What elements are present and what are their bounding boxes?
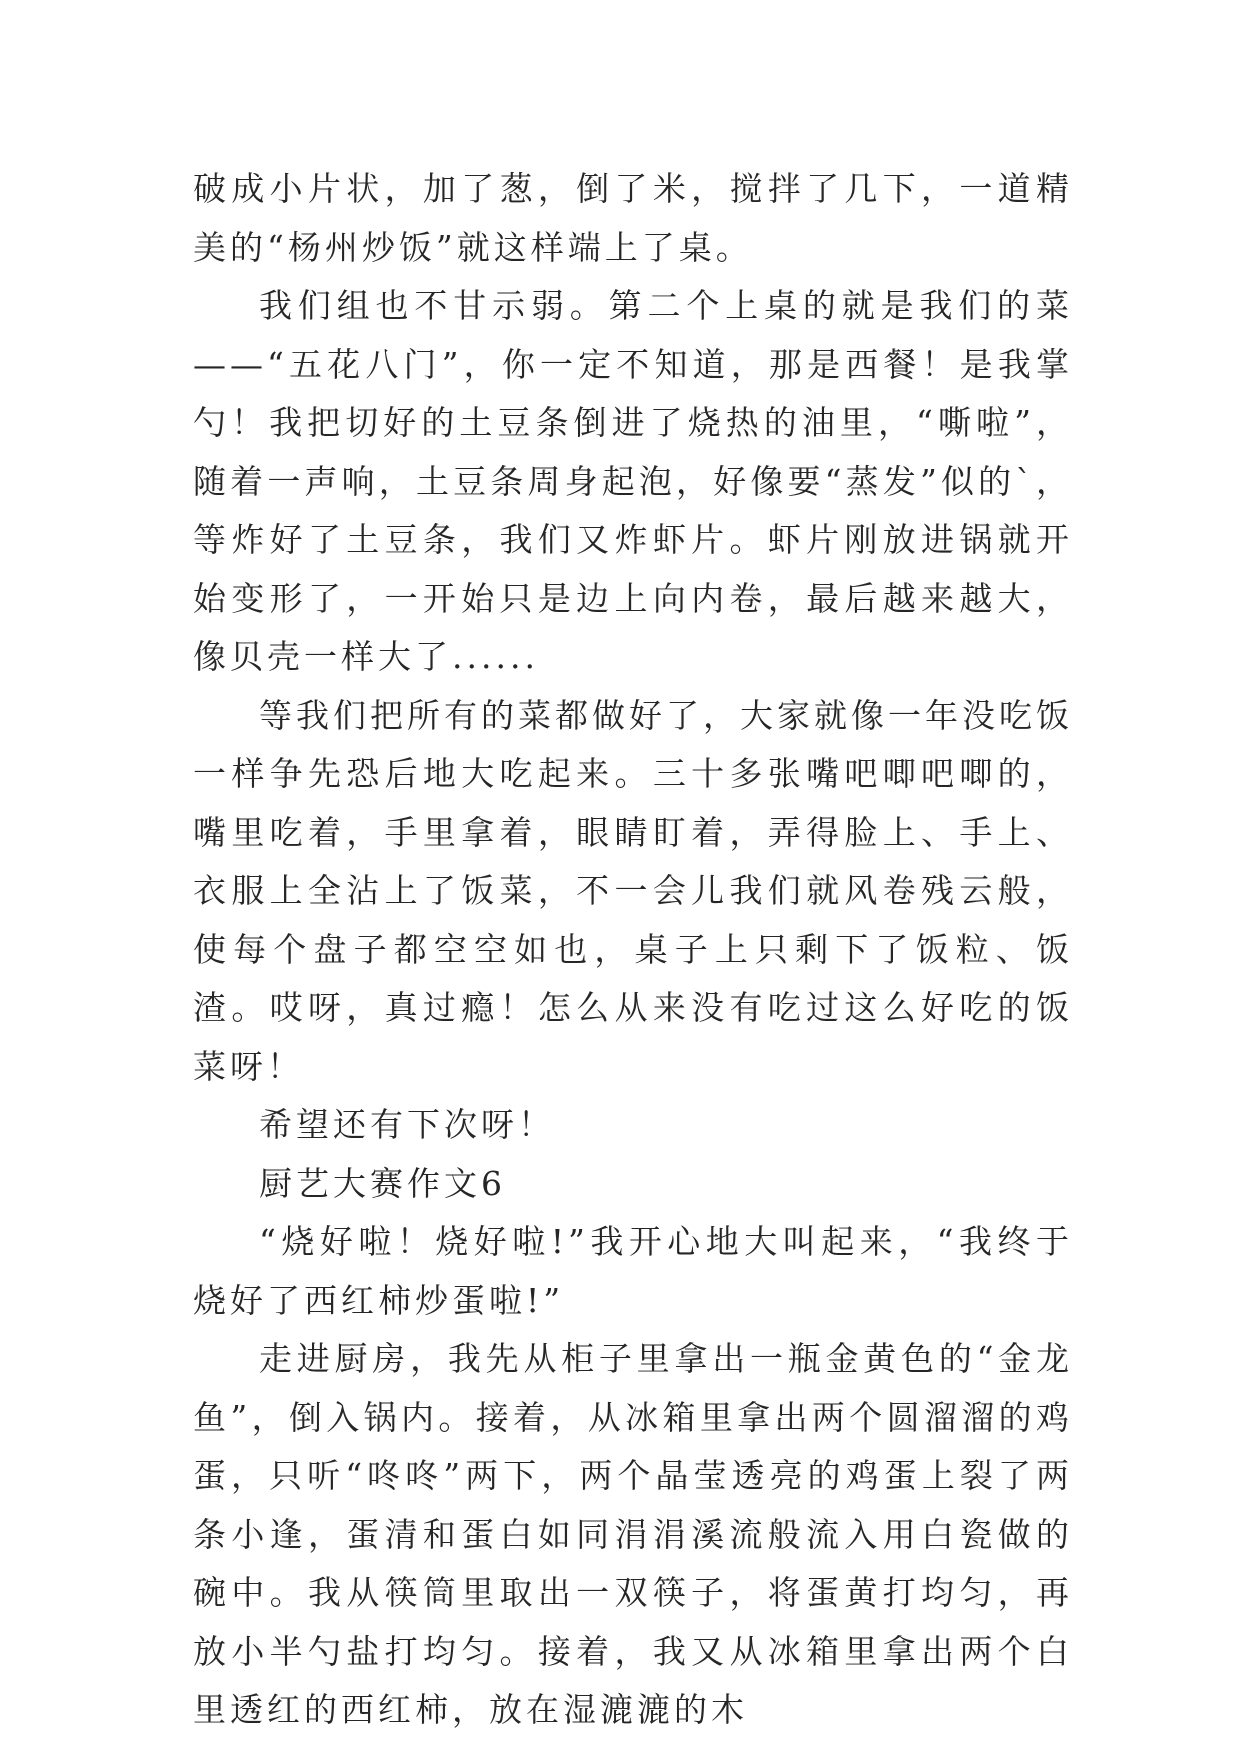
section-heading: 厨艺大赛作文6 bbox=[259, 1163, 506, 1203]
paragraph: 我们组也不甘示弱。第二个上桌的就是我们的菜——“五花八门”，你一定不知道，那是西餐！是我掌勺！我把切好的土豆条倒进了烧热的油里，“嘶啦”，随着一声响，土豆条周身起泡，好像要“蒸发”似的`，等炸好了土豆条，我们又炸虾片。虾片刚放进锅就开始变形了，一开始只是边上向内卷，最后越来越大，像贝壳一样大了...... bbox=[193, 286, 1073, 676]
paragraph: “烧好啦！烧好啦!”我开心地大叫起来，“我终于烧好了西红柿炒蛋啦!” bbox=[193, 1222, 1073, 1320]
paragraph: 走进厨房，我先从柜子里拿出一瓶金黄色的“金龙鱼”，倒入锅内。接着，从冰箱里拿出两个圆溜溜的鸡蛋，只听“咚咚”两下，两个晶莹透亮的鸡蛋上裂了两条小逢，蛋清和蛋白如同涓涓溪流般流入用白瓷做的碗中。我从筷筒里取出一双筷子，将蛋黄打均匀，再放小半勺盐打均匀。接着，我又从冰箱里拿出两个白里透红的西红柿，放在湿漉漉的木 bbox=[193, 1339, 1073, 1729]
paragraph: 希望还有下次呀！ bbox=[259, 1105, 555, 1144]
paragraph: 等我们把所有的菜都做好了，大家就像一年没吃饭一样争先恐后地大吃起来。三十多张嘴吧唧吧唧的，嘴里吃着，手里拿着，眼睛盯着，弄得脸上、手上、衣服上全沾上了饭菜，不一会儿我们就风卷残云般，使每个盘子都空空如也，桌子上只剩下了饭粒、饭渣。哎呀，真过瘾！怎么从来没有吃过这么好吃的饭菜呀！ bbox=[193, 695, 1073, 1086]
body-text bbox=[193, 160, 1073, 1740]
paragraph: 破成小片状，加了葱，倒了米，搅拌了几下，一道精美的“杨州炒饭”就这样端上了桌。 bbox=[193, 169, 1073, 267]
